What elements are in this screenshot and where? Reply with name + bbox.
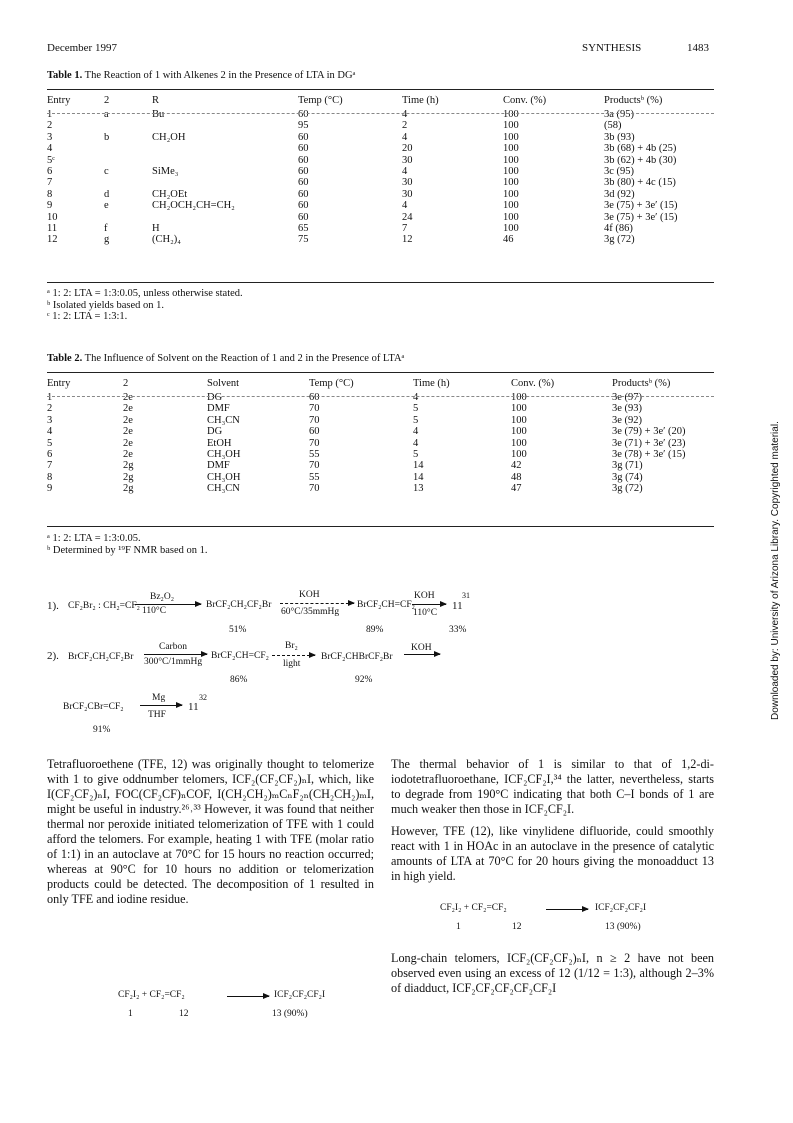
table2-col-header: Solvent <box>207 378 240 389</box>
table2-cell: 13 <box>413 483 424 495</box>
table1-footnotes <box>47 288 243 323</box>
scheme-r2-yield2: 92% <box>355 675 373 685</box>
table2-row <box>47 415 714 426</box>
table1-col-header: R <box>152 95 160 106</box>
table2-bottom-rule <box>47 526 714 527</box>
table1-cell: 60 <box>298 211 309 223</box>
table2-cell: CH₃OH <box>207 449 241 461</box>
table1-cell <box>104 155 152 166</box>
table2-cell: 3e (92) <box>612 414 643 426</box>
table2-cell: 1 <box>47 392 53 403</box>
table2-cell: 55 <box>309 449 320 461</box>
scheme-r3-yield: 91% <box>93 725 111 735</box>
table2-cell: 14 <box>413 460 424 472</box>
table2-cell: DMF <box>207 460 230 472</box>
table1-cell: 60 <box>298 166 309 178</box>
table1-cell: c <box>104 166 109 178</box>
table1-row <box>47 120 714 131</box>
table2-cell: 3e (79) + 3e′ (20) <box>612 426 686 438</box>
table1-cell: 4 <box>402 200 408 212</box>
table2-cell: 2 <box>47 403 53 415</box>
left-eq-rhs: ICF₂CF₂CF₂I <box>274 990 326 1000</box>
table2-row <box>47 392 714 403</box>
table2-cell: 70 <box>309 403 320 415</box>
scheme-r1-arrow1 <box>135 604 201 605</box>
scheme-r3-arrow <box>140 705 182 706</box>
table2-cell: 4 <box>47 426 53 438</box>
table1-cell: 100 <box>503 109 519 120</box>
table1-cell: SiMe₃ <box>152 166 179 178</box>
table2-cell: 14 <box>413 471 424 483</box>
table2-cell: 4 <box>413 392 419 403</box>
scheme-r2-cond2-top: Br₂ <box>285 641 298 651</box>
table2-cell: 70 <box>309 414 320 426</box>
table1-cell: 24 <box>402 211 413 223</box>
right-paragraph-1: The thermal behavior of 1 is similar to that of 1,2-di-iodotetrafluoroethane, ICF₂CF₂I,³⁴ the latter, nevertheless, starts to degrade from 190°C indicating that both C–I bonds of 1 are much weaker then those in ICF₂CF₂I. <box>391 757 714 816</box>
table1-cell: 4f (86) <box>604 223 633 235</box>
table1-cell: 5ᶜ <box>47 154 55 166</box>
table1-row <box>47 155 714 166</box>
table1-caption-text: The Reaction of 1 with Alkenes 2 in the Presence of LTA in DGᵃ <box>84 70 356 81</box>
table1-row <box>47 212 714 223</box>
table1-cell: d <box>104 188 110 200</box>
table1-col-header: 2 <box>104 95 110 106</box>
table2-cell: CH₃CN <box>207 414 240 426</box>
table2-cell: 6 <box>47 449 53 461</box>
table1-cell: 65 <box>298 223 309 235</box>
table1-cell: H <box>152 223 160 235</box>
scheme-r1-label: 1). <box>47 600 59 612</box>
download-watermark: Downloaded by: University of Arizona Library. Copyrighted material. <box>770 421 781 720</box>
table2-footnotes <box>47 533 208 556</box>
table2-cell: 5 <box>413 449 419 461</box>
table1-header-row <box>47 93 714 109</box>
table1-cell: 100 <box>503 200 519 212</box>
table1-cell: 75 <box>298 234 309 246</box>
table1-cell: 10 <box>47 211 58 223</box>
table2-cell: 100 <box>511 426 527 438</box>
table1-cell: 4 <box>402 131 408 143</box>
table2-cell: 60 <box>309 426 320 438</box>
table2-top-rule <box>47 372 714 373</box>
table1-caption-label: Table 1. <box>47 70 83 81</box>
table1-cell: CH₂OH <box>152 131 186 143</box>
table2-caption <box>47 353 404 364</box>
left-eq-n2: 12 <box>179 1009 189 1019</box>
table1-col-header: Time (h) <box>402 95 439 106</box>
table1-cell: 100 <box>503 120 519 132</box>
left-paragraph: Tetrafluoroethene (TFE, 12) was originally thought to telomerize with 1 to give oddnumber telomers, ICF₂(CF₂CF₂)ₙI, which, like I(CF₂CF₂)ₙI, FOC(CF₂CF)ₙCOF, I(CH₂CH₂)ₘCₙF₂ₙ(CH₂CH₂)ₘI, might be useful in industry.²⁶˒³³ However, it was found that neither thermal nor peroxide initiated telomerization of TFE with 1 could afford the telomers. For example, heating 1 with TFE (molar ratio of 1:1) in an autoclave at 70°C for 15 hours no reaction occurred; whereas at 90°C for 10 hours no addition or telomerization products could be detected. The decomposition of 1 resulted in only TFE and iodine residue. <box>47 757 374 906</box>
table1-cell: 4 <box>402 109 408 120</box>
table1-row <box>47 109 714 120</box>
table1-cell: 11 <box>47 223 58 235</box>
table2-cell: 4 <box>413 437 419 449</box>
table2-caption-text: The Influence of Solvent on the Reaction of 1 and 2 in the Presence of LTAᵃ <box>84 353 405 364</box>
table1-row <box>47 189 714 200</box>
right-eq-rhs: ICF₂CF₂CF₂I <box>595 903 647 913</box>
table1-cell <box>152 155 298 166</box>
table2-cell: 2g <box>123 471 134 483</box>
left-eq-arrow <box>227 996 269 997</box>
table1-cell: a <box>104 109 109 120</box>
scheme-r2-label: 2). <box>47 650 59 662</box>
table1-cell: 6 <box>47 166 53 178</box>
table1-cell: 3e (75) + 3e′ (15) <box>604 211 678 223</box>
left-eq-lhs: CF₂I₂ + CF₂=CF₂ <box>118 990 185 1000</box>
table1-cell: 20 <box>402 143 413 155</box>
table2-cell: 9 <box>47 483 53 495</box>
table1-cell: 60 <box>298 143 309 155</box>
table1-cell: 1 <box>47 109 53 120</box>
table1-row <box>47 177 714 188</box>
table2-cell: 70 <box>309 437 320 449</box>
table1-cell: 60 <box>298 177 309 189</box>
table1-cell: 3g (72) <box>604 234 635 246</box>
table1-cell: 7 <box>402 223 408 235</box>
right-paragraph-2: However, TFE (12), like vinylidene difluoride, could smoothly react with 1 in HOAc in an autoclave in the presence of catalytic amounts of LTA at 70°C for 20 hours giving the monoadduct 13 in high yield. <box>391 824 714 883</box>
table2-col-header: 2 <box>123 378 129 389</box>
table1-cell: 100 <box>503 131 519 143</box>
table1-cell <box>104 177 152 188</box>
right-paragraph-3: Long-chain telomers, ICF₂(CF₂CF₂)ₙI, n ≥ 2 have not been observed even using an excess of 12 (1/12 = 1:3), although 2–3% of diadduct, ICF₂CF₂CF₂CF₂CF₂I <box>391 951 714 995</box>
scheme-r2-arrow2 <box>272 655 315 656</box>
table2-cell: CH₃CN <box>207 483 240 495</box>
table1-cell: 100 <box>503 166 519 178</box>
table1-cell: 3b (68) + 4b (25) <box>604 143 677 155</box>
table1-cell: CH₂OCH₂CH=CH₂ <box>152 200 235 212</box>
table1-cell: 100 <box>503 154 519 166</box>
table1-cell: 9 <box>47 200 53 212</box>
table1-top-rule <box>47 89 714 90</box>
table2-cell: 100 <box>511 437 527 449</box>
table2-cell: 5 <box>413 403 419 415</box>
table1-cell: 60 <box>298 200 309 212</box>
table2-row <box>47 460 714 471</box>
table1-header-rule <box>47 113 714 114</box>
table2-cell: 55 <box>309 471 320 483</box>
table1-cell: (58) <box>604 120 622 132</box>
table1-footnote-c: ᶜ 1: 2: LTA = 1:3:1. <box>47 311 128 322</box>
table2-cell: 3 <box>47 414 53 426</box>
scheme-r1-cond2-top: KOH <box>299 590 320 600</box>
table2-cell: CH₃OH <box>207 471 241 483</box>
scheme-r1-start: CF₂Br₂ : CH₂=CF₂ <box>68 601 140 611</box>
right-eq-arrow <box>546 909 588 910</box>
table2-cell: 3e (71) + 3e′ (23) <box>612 437 686 449</box>
table2-cell: 100 <box>511 403 527 415</box>
table1-cell: b <box>104 131 110 143</box>
table2-cell: 8 <box>47 471 53 483</box>
table1-footnote-a: ᵃ 1: 2: LTA = 1:3:0.05, unless otherwise stated. <box>47 288 243 299</box>
table1-cell: 100 <box>503 143 519 155</box>
scheme-r3-start: BrCF₂CBr=CF₂ <box>63 702 124 712</box>
table1-cell: 60 <box>298 131 309 143</box>
table2-cell: 2g <box>123 483 134 495</box>
table2-cell: 100 <box>511 449 527 461</box>
table2-cell: DG <box>207 426 223 438</box>
table1-cell: 46 <box>503 234 514 246</box>
right-eq-n2: 12 <box>512 922 522 932</box>
table2-row <box>47 426 714 437</box>
table1-cell: 3a (95) <box>604 109 635 120</box>
table1-cell: g <box>104 234 110 246</box>
table1-row <box>47 200 714 211</box>
scheme-r1-cond1-top: Bz₂O₂ <box>150 592 175 602</box>
table1-row <box>47 143 714 154</box>
scheme-r3-ref: 32 <box>199 693 207 702</box>
table2-cell: 70 <box>309 483 320 495</box>
table1-cell: 30 <box>402 154 413 166</box>
table1-col-header: Entry <box>47 95 71 106</box>
table2-cell: 4 <box>413 426 419 438</box>
scheme-r1-cond3-bot: 110°C <box>413 608 438 618</box>
table2-footnote-b: ᵇ Determined by ¹⁹F NMR based on 1. <box>47 544 208 556</box>
scheme-r2-cond1-bot: 300°C/1mmHg <box>144 657 203 667</box>
table1-cell: 2 <box>47 120 53 132</box>
table1-col-header: Temp (°C) <box>298 95 343 106</box>
table2-cell: 3g (72) <box>612 483 643 495</box>
table2-cell: EtOH <box>207 437 232 449</box>
table1 <box>47 93 714 246</box>
table1-row <box>47 223 714 234</box>
scheme-r1-ref: 31 <box>462 591 470 600</box>
table2-cell: 2e <box>123 403 133 415</box>
table1-cell: 12 <box>402 234 413 246</box>
table2-cell: 2e <box>123 414 133 426</box>
scheme-r2-product1: BrCF₂CH=CF₂ <box>211 651 269 661</box>
table2 <box>47 376 714 495</box>
table2-col-header: Time (h) <box>413 378 450 389</box>
table1-cell: 4 <box>402 166 408 178</box>
table1-row <box>47 234 714 245</box>
table2-caption-label: Table 2. <box>47 353 83 364</box>
table2-cell: 3e (78) + 3e′ (15) <box>612 449 686 461</box>
table2-row <box>47 483 714 494</box>
scheme-r1-arrow3 <box>412 604 446 605</box>
table1-cell: 100 <box>503 223 519 235</box>
table1-cell: 60 <box>298 154 309 166</box>
table1-cell: 2 <box>402 120 408 132</box>
table1-cell: 4 <box>47 143 53 155</box>
table1-cell: 60 <box>298 109 309 120</box>
scheme-r2-start: BrCF₂CH₂CF₂Br <box>68 652 134 662</box>
table1-cell: f <box>104 223 108 235</box>
table2-cell: 70 <box>309 460 320 472</box>
table1-cell <box>152 143 298 154</box>
right-eq-n3: 13 (90%) <box>605 922 641 932</box>
table1-cell: 8 <box>47 188 53 200</box>
table2-cell: 42 <box>511 460 522 472</box>
table2-header-row <box>47 376 714 392</box>
table1-cell <box>104 143 152 154</box>
table2-footnote-a: ᵃ 1: 2: LTA = 1:3:0.05. <box>47 533 141 544</box>
table2-row <box>47 438 714 449</box>
table1-cell: 3b (62) + 4b (30) <box>604 154 677 166</box>
table2-col-header: Entry <box>47 378 71 389</box>
table1-cell <box>104 212 152 223</box>
scheme-r3-cond1-top: Mg <box>152 693 166 703</box>
table2-cell: 48 <box>511 471 522 483</box>
header-journal: SYNTHESIS <box>582 42 642 54</box>
scheme-r1-cond1-bot: 110°C <box>142 606 167 616</box>
scheme-r2-cond2-bot: light <box>283 659 301 669</box>
table1-cell <box>152 177 298 188</box>
table2-body <box>47 392 714 495</box>
scheme-r1-arrow2 <box>280 603 354 604</box>
scheme-r3-cond1-bot: THF <box>148 710 166 720</box>
table1-cell: CH₂OEt <box>152 188 188 200</box>
table2-cell: 100 <box>511 392 527 403</box>
table1-cell: (CH₂)₄ <box>152 234 181 246</box>
table2-cell: 47 <box>511 483 522 495</box>
table2-cell: 5 <box>47 437 53 449</box>
table1-cell: 7 <box>47 177 53 189</box>
table2-col-header: Productsᵇ (%) <box>612 378 671 389</box>
table1-cell: 3e (75) + 3e′ (15) <box>604 200 678 212</box>
table1-cell: 3 <box>47 131 53 143</box>
table2-cell: 3e (97) <box>612 392 643 403</box>
table2-cell: 2e <box>123 426 133 438</box>
table1-cell: 100 <box>503 188 519 200</box>
scheme-r2-arrow1 <box>144 654 207 655</box>
scheme-r1-yield3: 33% <box>449 625 467 635</box>
table1-body <box>47 109 714 246</box>
table1-cell: 60 <box>298 188 309 200</box>
table1-bottom-rule <box>47 282 714 283</box>
table1-col-header: Conv. (%) <box>503 95 547 106</box>
table2-cell: 3g (71) <box>612 460 643 472</box>
right-eq-n1: 1 <box>456 922 461 932</box>
table1-cell: e <box>104 200 109 212</box>
table2-cell: 5 <box>413 414 419 426</box>
scheme-r1-yield2: 89% <box>366 625 384 635</box>
table1-cell: 3c (95) <box>604 166 635 178</box>
table1-caption <box>47 70 355 81</box>
table1-cell: 95 <box>298 120 309 132</box>
table1-cell: 3d (92) <box>604 188 635 200</box>
table1-cell <box>152 212 298 223</box>
left-eq-n1: 1 <box>128 1009 133 1019</box>
table2-row <box>47 472 714 483</box>
scheme-r1-yield1: 51% <box>229 625 247 635</box>
table2-cell: 100 <box>511 414 527 426</box>
scheme-r2-product2: BrCF₂CHBrCF₂Br <box>321 652 393 662</box>
scheme-r2-yield1: 86% <box>230 675 248 685</box>
table2-col-header: Conv. (%) <box>511 378 555 389</box>
table1-cell: 3b (93) <box>604 131 635 143</box>
scheme-r1-product1: BrCF₂CH₂CF₂Br <box>206 600 272 610</box>
table1-footnote-b: ᵇ Isolated yields based on 1. <box>47 299 164 311</box>
table2-cell: 2e <box>123 449 133 461</box>
table2-cell: DMF <box>207 403 230 415</box>
table2-cell: DG <box>207 392 223 403</box>
table1-row <box>47 166 714 177</box>
table1-row <box>47 132 714 143</box>
header-page: 1483 <box>687 42 709 54</box>
scheme-r1-cond2-bot: 60°C/35mmHg <box>281 607 340 617</box>
table2-row <box>47 449 714 460</box>
table1-cell <box>152 120 298 131</box>
table1-cell: 12 <box>47 234 58 246</box>
scheme-r2-cond3-top: KOH <box>411 643 432 653</box>
table1-cell: 30 <box>402 188 413 200</box>
table2-cell: 60 <box>309 392 320 403</box>
table2-header-rule <box>47 396 714 397</box>
table2-row <box>47 403 714 414</box>
scheme-r2-cond1-top: Carbon <box>159 642 187 652</box>
table2-cell: 2e <box>123 392 133 403</box>
table2-cell: 3e (93) <box>612 403 643 415</box>
scheme-r1-product3: 11 <box>452 600 463 612</box>
table1-cell: 3b (80) + 4c (15) <box>604 177 676 189</box>
scheme-r2-arrow3 <box>404 654 440 655</box>
scheme-r3-product: 11 <box>188 701 199 713</box>
scheme-r1-product2: BrCF₂CH=CF₂ <box>357 600 415 610</box>
table1-cell: 30 <box>402 177 413 189</box>
table1-cell: Bu <box>152 109 165 120</box>
table1-cell: 100 <box>503 177 519 189</box>
table2-cell: 3g (74) <box>612 471 643 483</box>
table1-cell: 100 <box>503 211 519 223</box>
table2-cell: 2g <box>123 460 134 472</box>
table1-col-header: Productsᵇ (%) <box>604 95 663 106</box>
table2-col-header: Temp (°C) <box>309 378 354 389</box>
scheme-r1-cond3-top: KOH <box>414 591 435 601</box>
right-eq-lhs: CF₂I₂ + CF₂=CF₂ <box>440 903 507 913</box>
table1-cell <box>104 120 152 131</box>
header-date: December 1997 <box>47 42 117 54</box>
table2-cell: 2e <box>123 437 133 449</box>
left-eq-n3: 13 (90%) <box>272 1009 308 1019</box>
table2-cell: 7 <box>47 460 53 472</box>
